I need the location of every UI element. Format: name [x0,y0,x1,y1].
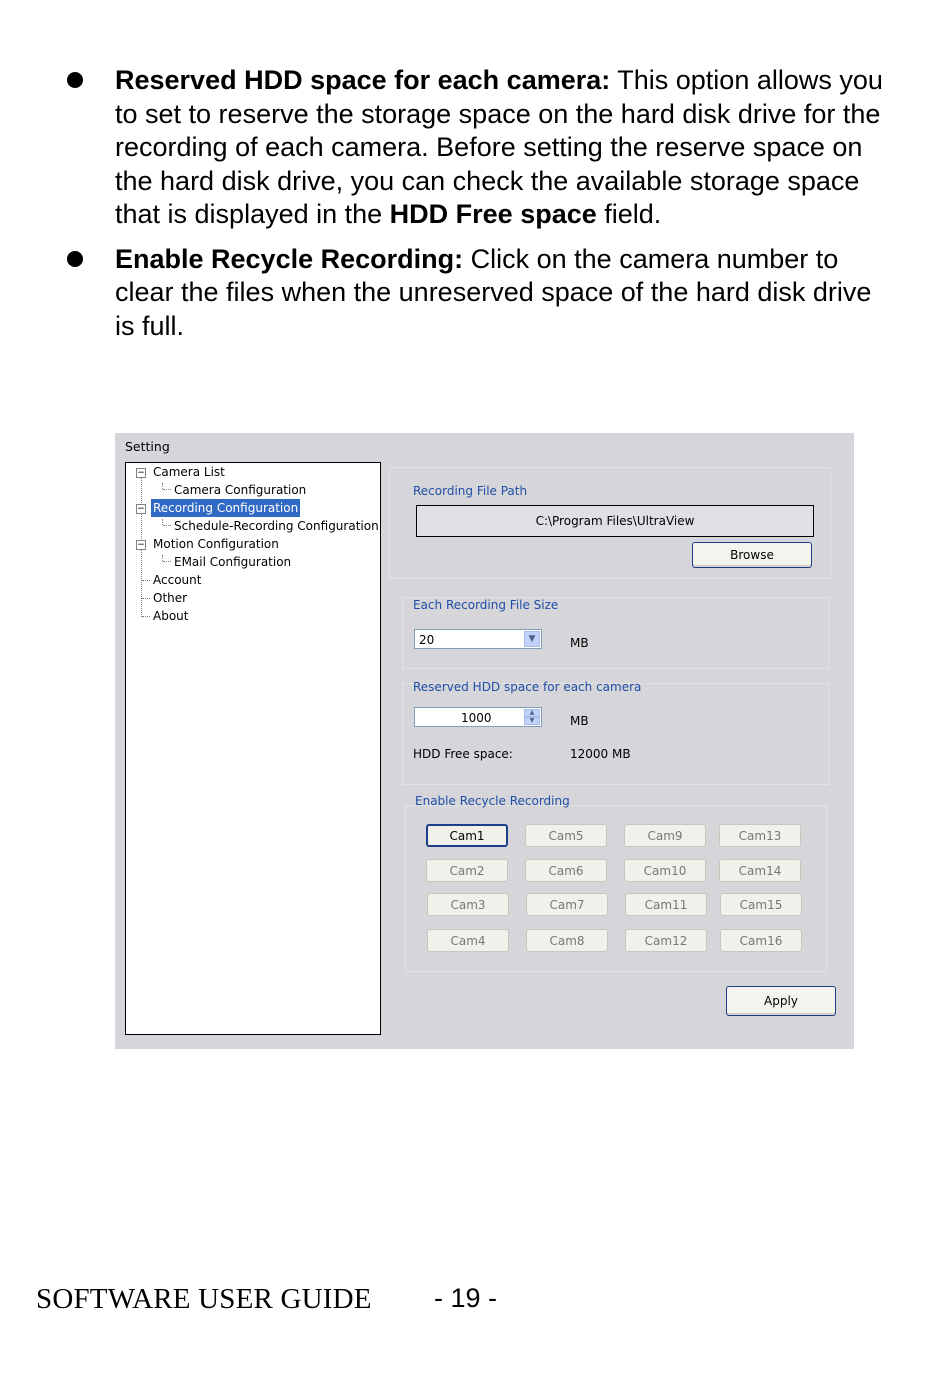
collapse-icon[interactable]: − [137,540,145,550]
tree-item-email-configuration[interactable]: EMail Configuration [174,555,292,569]
bullet-text-end: field. [596,199,662,229]
tree-item-recording-configuration[interactable]: Recording Configuration [153,501,299,515]
cam-button-8[interactable]: Cam8 [526,929,608,952]
cam-button-16[interactable]: Cam16 [720,929,802,952]
group-frame [402,683,829,785]
bullet-dot-icon [67,72,83,88]
cam-button-1[interactable]: Cam1 [426,824,508,847]
tree-item-account[interactable]: Account [153,573,202,587]
bullet-term-inline: HDD Free space [389,199,597,229]
recording-file-path-label: Recording File Path [413,484,528,498]
cam-button-10[interactable]: Cam10 [624,859,706,882]
reserved-hdd-value: 1000 [461,711,492,725]
footer-title: SOFTWARE USER GUIDE [36,1283,372,1315]
cam-button-4[interactable]: Cam4 [427,929,509,952]
tree-item-schedule-recording[interactable]: Schedule-Recording Configuration [174,519,379,533]
cam-button-11[interactable]: Cam11 [625,893,707,916]
bullet-dot-icon [67,251,83,267]
apply-button[interactable]: Apply [726,986,836,1016]
tree-connector [142,616,150,617]
cam-button-2[interactable]: Cam2 [426,859,508,882]
file-size-label: Each Recording File Size [413,598,559,612]
cam-button-5[interactable]: Cam5 [525,824,607,847]
reserved-hdd-unit: MB [570,714,589,728]
tree-item-about[interactable]: About [153,609,189,623]
tree-connector [142,598,150,599]
file-size-select[interactable] [414,629,542,649]
bullet-reserved-hdd [62,64,892,232]
hdd-free-space-label: HDD Free space: [413,747,513,761]
reserved-hdd-label: Reserved HDD space for each camera [413,680,642,694]
cam-button-15[interactable]: Cam15 [720,893,802,916]
spin-down-icon[interactable]: ▼ [524,717,540,725]
recording-file-path-field[interactable]: C:\Program Files\UltraView [416,505,814,537]
collapse-icon[interactable]: − [137,468,145,478]
tree-item-other[interactable]: Other [153,591,188,605]
dialog-title: Setting [125,439,170,454]
tree-item-camera-list[interactable]: Camera List [153,465,225,479]
tree-connector [163,561,171,562]
bullet-enable-recycle [62,243,892,344]
cam-button-12[interactable]: Cam12 [625,929,707,952]
bullet-list [62,64,892,354]
browse-button[interactable]: Browse [692,542,812,568]
bullet-text: This option allows you to set to reserve the storage space on the hard disk drive for the recording of each camera. Before setting the reserve space on the hard disk drive, you can check the available storage space that is displayed in the [115,65,883,229]
file-size-value: 20 [419,633,435,647]
cam-button-7[interactable]: Cam7 [526,893,608,916]
cam-button-9[interactable]: Cam9 [624,824,706,847]
cam-button-14[interactable]: Cam14 [719,859,801,882]
tree-item-motion-configuration[interactable]: Motion Configuration [153,537,279,551]
tree-connector [163,525,171,526]
collapse-icon[interactable]: − [137,504,145,514]
bullet-text: Click on the camera number to clear the files when the unreserved space of the hard disk drive is full. [115,243,872,341]
hdd-free-space-value: 12000 MB [570,747,631,761]
page-number: - 19 - [434,1283,498,1313]
setting-dialog [115,433,854,1049]
chevron-down-icon[interactable]: ▼ [524,631,540,647]
cam-button-6[interactable]: Cam6 [525,859,607,882]
tree-connector [142,580,150,581]
tree-connector [163,489,171,490]
tree-item-camera-configuration[interactable]: Camera Configuration [174,483,307,497]
bullet-term: Reserved HDD space for each camera: [115,65,611,95]
spin-up-icon[interactable]: ▲ [524,709,540,717]
bullet-term: Enable Recycle Recording: [115,243,464,274]
enable-recycle-label: Enable Recycle Recording [415,794,570,808]
reserved-hdd-spinner[interactable] [414,707,542,727]
cam-button-13[interactable]: Cam13 [719,824,801,847]
file-size-unit: MB [570,636,589,650]
settings-tree[interactable] [125,462,381,1035]
cam-button-3[interactable]: Cam3 [427,893,509,916]
